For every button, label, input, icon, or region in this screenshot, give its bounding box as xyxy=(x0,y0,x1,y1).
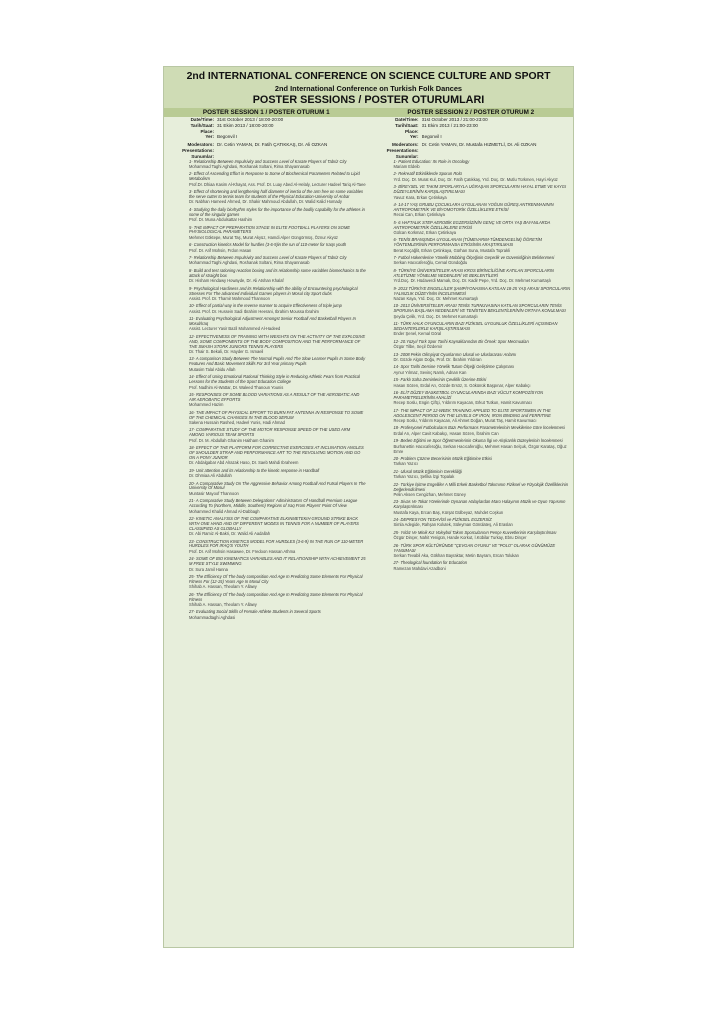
presentation-item xyxy=(189,269,367,284)
presentation-authors: Serkan Hacıcaferoğlu, Cemal Gündoğdu xyxy=(393,260,468,266)
presentation-authors: Mariam Eldeib xyxy=(393,163,420,169)
presentation-title: 16- ELİT DÜZEY BASKETBOL OYUNCULARINDA BAZI VÜCUT KOMPOZİSYON PARAMETRELERİNİN ANALİZİ xyxy=(393,390,544,400)
presentation-title: 5- THE IMPACT OF PREPARATION STAGE IN ELITE FOOTBALL PLAYERS ON SOME PHYSIOLOGICAL PARAMETERS xyxy=(189,224,350,235)
presentation-authors: Serkan Tevabil Aka, Gökhan Bayraktar, Metin Bayram, Ercan Tolukan xyxy=(393,552,519,558)
presentation-item xyxy=(189,469,367,479)
session2-tarih: 31 Ekim 2013 / 21:00-23:00 xyxy=(421,122,478,128)
presentation-item xyxy=(394,531,572,541)
presentation-authors: Hasan Sözen, Erdal Arı, Gözde Ersöz, S. Gökünük Başpınar, Alper Kabakçı xyxy=(393,382,531,388)
yer-label: Yer: xyxy=(205,134,214,140)
session2-presentation-list xyxy=(371,160,572,572)
presentation-title: 15- Farklı Saha Zeminlerinin Çeviklik Üzerine Etkisi xyxy=(393,377,487,383)
presentation-title: 19- Beden Eğitimi ve Spor Öğretmenlerinin Okuma İlgi ve Alışkanlık Düzeylerinin İncelenmesi xyxy=(393,438,563,444)
presentation-item xyxy=(394,391,572,406)
presentation-title: 2- Rekreatif Etkinliklerde Sporun Rolü xyxy=(393,171,462,177)
presentation-title: 4- 14-17 YAŞ GRUBU ÇOCUKLARA UYGULANAN YOĞUN GÜREŞ ANTRENMANININ ANTROPOMETRİK VE BİYOMOTORİK ÖZELLİKLERE ETKİSİ xyxy=(393,201,554,212)
presentation-item xyxy=(189,317,367,332)
presentation-title: 27- Evaluating Social Skills of Female Athlete Students in Several Sports xyxy=(189,609,321,615)
presentation-title: 22- KINETIC ANALYSIS OF THE COMPARATIVE ELKINMETEKIH GROUND STRIKE BACK WITH ONE HAND AND OF DIFFERENT MODES IN TENNIS FOR A NUMBER OF PLAYERS CLASSIFIED AS GLOBALLY xyxy=(189,515,359,531)
presentation-authors: Prof. Dr. Arif Mohsin Hasawee, Dr. Fredoon Hassan Athma xyxy=(189,548,296,554)
presentation-item xyxy=(189,208,367,223)
presentation-authors: Prof. Dr. Arif Mohsin, Frdon Hasan xyxy=(189,247,252,253)
presentation-title: 16- THE IMPACT OF PHYSICAL EFFORT TO BURN FAT ANTENNA IN RESPONSE TO SOME OF THE CHEMICAL CHANGES IN THE BLOOD SERUM xyxy=(189,409,364,420)
presentation-authors: Mohammad Taghi Aghdasi, Roshanak Soltani, Rima Shayannasab xyxy=(189,163,310,169)
moderators-label: Moderators: xyxy=(391,142,419,148)
session1-datetime: 31st October 2013 / 18:00-20:00 xyxy=(217,117,284,122)
presentation-title: 1- Patient Education: Its Role in Oncology xyxy=(393,158,470,164)
tarih-label: Tarih/Saat: xyxy=(190,122,214,128)
presentation-authors: Shihab A. Hassan, Theolam Y. Allawy xyxy=(189,584,257,590)
presentation-authors: Assist. Prof. Dr. Hussein Sadi Ibrahim Heerani, Ibrahim Moussa Ibrahim xyxy=(189,308,319,314)
presentation-title: 6- TENİS BRANŞINDA UYGULANAN (TÜMEVARIM-TÜMDENGELİM) ÖĞRETİM YÖNTEMLERİNİN PERFORMANSA ETKİSİNİN ARAŞTIRILMASI xyxy=(393,237,542,248)
presentation-item xyxy=(394,172,572,182)
presentation-authors: Dr. Abi Ramiz Al-Bakri, Dr. Walid Ali Aadallah xyxy=(189,531,271,537)
presentation-title: 6- Construction kinetics Model for hurdles (3-6-9)in the run of 110-meter for Iraqs youth xyxy=(189,242,347,248)
session2-column xyxy=(369,117,574,623)
session2-meta xyxy=(371,117,572,160)
presentation-item xyxy=(189,357,367,372)
presentation-title: 5- 6 HAFTALIK STEP AEROBİK EGZERSİZİNİN GENÇ VE ORTA YAŞ BAYANLARDA ANTROPOMETRİK ÖZELLİKLERE ETKİSİ xyxy=(393,219,551,230)
presentation-title: 21- Ulusal Müzik Eğitiminin Gerekliliği xyxy=(393,468,462,474)
presentation-title: 25- The Efficiency Of The body composition And Age In Predicting Some Elements For Physical Fitness For (12-15) Years Age In Mosul City xyxy=(189,574,363,584)
presentation-authors: Recep Soslu, Yıldırım Kayacan, Ali Ahmet Doğan, Murat Taş, Hamit Kavurmacı xyxy=(393,418,537,424)
presentation-title: 13- 2008 Pekin Olimpiyat Oyunlarının Ulusal ve Uluslararası Anlamı xyxy=(393,351,517,357)
presentation-authors: Dr. Thair S. Bekali, Dr. Hayder G. Ismaeil xyxy=(189,349,264,355)
presentation-item xyxy=(394,561,572,571)
presentation-authors: Sakena Hussain Rashed, Hadeel Yunis, Hadi Ahmad xyxy=(189,419,285,425)
presentation-item xyxy=(394,203,572,218)
poster-sessions-page xyxy=(163,66,574,948)
session1-heading: POSTER SESSION 1 / POSTER OTURUM 1 xyxy=(202,109,330,116)
presentation-authors: Tarkan Yazıcı, Şefika İzgi Topalak xyxy=(393,474,455,480)
presentation-title: 11- TÜRK HALK OYUNCULARIN BAZI FİZİKSEL UYGUNLUK ÖZELLİKLERİ AÇISINDAN SEDANTERLERLE KARŞILAŞTIRILMASI xyxy=(393,321,558,331)
presentation-authors: Prof. Dr. M. Abdullah Ghanim Haitham Ghanim xyxy=(189,437,274,443)
place-label: Place: xyxy=(200,128,214,134)
section-title: POSTER SESSIONS / POSTER OTURUMLARI xyxy=(252,94,485,106)
presentation-title: 17- COMPARATIVE STUDY OF THE MOTOR RESPONSE SPEED OF THE USED ARM AMONG VARIOUS TEAM SPORTS xyxy=(189,427,351,438)
presentation-authors: Berat Koçağlit, Erkan Çetinkaya, Gürhan Suna, Mustafa Toprakli xyxy=(393,247,510,253)
presentation-authors: Ender Şenel, Kemal Göral xyxy=(393,331,442,337)
presentation-authors: Ramezan Mahdavi Azadboni xyxy=(393,565,446,571)
presentation-title: 2- Effect of Ascending Effort in Response to Some of Biochemical Parameters Related to Lipid Metabolism xyxy=(189,171,360,182)
session-headings xyxy=(164,108,573,117)
presentation-title: 20- Problem Çözme Becerisinin Müzik Eğitimine Etkisi xyxy=(393,455,492,461)
presentation-title: 23- CONSTRUCTION KINETICS MODEL FOR HURDLES (3-6-9) IN THE RUN OF 110-METER HURDLES FOR IRAQ'S YOUTH xyxy=(189,538,364,549)
presentation-authors: Assist. Prof. Dr. Thamir Mahmood Thannoon xyxy=(189,295,270,301)
presentation-item xyxy=(394,457,572,467)
presentation-authors: Dr. Gözde Algün Doğu, Prof. Dr. İbrahim Yıldıran xyxy=(393,356,482,362)
presentation-authors: Mohammed Khalid Ahmad Al-Dabbagh xyxy=(189,508,260,514)
datetime-label: Date/Time: xyxy=(395,117,419,122)
presentation-item xyxy=(394,287,572,302)
presentation-title: 20- A Comparative Study On The Aggressive Behavior Among Football And Futsal Players In The University Of Mosul xyxy=(189,480,366,491)
presentation-title: 24- SOME OF BIO KINEMATICS VARIABLES AND IT RELATIONSHIP WITH ACHIEVEMENT 25 M FREE STYLE SWIMMING xyxy=(189,556,366,567)
presentation-title: 8- Build and test rationing reaction boxing and its relationship some variables biomechanics to the attack of straight box xyxy=(189,267,366,278)
sunumlar-label: Sunumlar: xyxy=(191,153,214,159)
presentation-title: 26- The Efficiency Of The body composition And Age In Predicting Some Elements For Physical Fitness xyxy=(189,591,363,602)
presentation-item xyxy=(394,426,572,436)
presentation-authors: Dr. Sura Jamil Hanna xyxy=(189,566,228,572)
presentation-authors: Tarkan Yazıcı xyxy=(393,461,418,467)
presentation-item xyxy=(189,160,367,170)
presentation-authors: Dr. Abdalgabar Abd Alrazak Haso, Dr. Saeb Mahdi Ibraheem xyxy=(189,460,299,466)
presentation-title: 13- A comparison Study Between The Normal Pupils And The Slow Learner Pupils In Some Body Features And Basic Movement Skills For 3rd Year primary Pupils xyxy=(189,356,366,367)
presentation-authors: Shihab A. Hassan, Theolam Y. Allawy xyxy=(189,602,257,608)
session2-datetime: 31st October 2013 / 21:00-23:00 xyxy=(421,117,488,122)
sunumlar-label: Sunumlar: xyxy=(395,153,419,159)
presentation-item xyxy=(189,411,367,426)
presentation-authors: Mehmet Göktepe, Murat Taş, Murat Akyüz, Hamdi Alper Güngörmüş, Öznur Akyüz xyxy=(189,234,338,240)
presentation-title: 9- 2013 TÜRKİYE ENGELLİLER ŞAMPİYONASINA KATILAN 18-25 YAŞ ARASI SPORCULARIN YALNIZLIK DÜZEYİNİN İNCELENMESİ xyxy=(393,285,571,296)
presentation-title: 14- Spor Tarihi Dersine Yönelik Tutum Ölçeği Geliştirme Çalışması xyxy=(393,364,515,370)
presentation-title: 21- A Comparative Study Between Delegations' Administrators Of Handball Premium League According To (Northern, Middle, Southern) Regions of Iraq From Players' Point Of View xyxy=(189,498,358,509)
presentation-title: 11- Evaluating Psychological Adjustment Amongst Senior Football And Basketball Players In Mosul/Iraq xyxy=(189,316,356,327)
place-label: Place: xyxy=(404,128,419,134)
presentation-item xyxy=(189,575,367,590)
presentation-authors: Dr. Hisham Hindawy Howayde, Dr. Ali Atshan Khalaf xyxy=(189,278,284,284)
presentation-authors: Dr. Dhmiaa Ali Abdullah xyxy=(189,473,232,479)
moderators-label: Moderators: xyxy=(187,142,214,148)
presentation-item xyxy=(189,256,367,266)
presentation-item xyxy=(394,409,572,424)
presentation-title: 3- Effect of shortening and lengthening half diameter of inertia of the arm free on some variables the serve cutter to tennis team for students of the Physical Education-University of Anbar xyxy=(189,189,364,200)
presentation-title: 12- 20.Yüzyıl Türk Spor Tarihi Kaynaklarından Bir Örnek: Spor Mecmuaları xyxy=(393,338,529,344)
presentation-authors: Şeyda Çelik, Yrd. Doç. Dr. Mehmet Kumartaşlı xyxy=(393,313,478,319)
presentation-item xyxy=(189,517,367,537)
conference-title: 2nd INTERNATIONAL CONFERENCE ON SCIENCE CULTURE AND SPORT xyxy=(186,71,551,82)
page-header xyxy=(164,67,573,108)
presentation-item xyxy=(189,482,367,497)
presentation-authors: Mustafa Kaya, Ercan Baş, Kürşat Gülbeyaz, Muhdet Coşkun xyxy=(393,509,504,515)
presentation-authors: Prof.Dr. Dhiaa Kasim Al-Khayat, Ass. Prof. Dr. Luay Abed Al-Helaly, Lecturer Hadeel Tariq Al-Taee xyxy=(189,181,366,187)
presentation-authors: Yrd. Doç. Dr. Murat Kul, Doç. Dr. Fatih Çatıkkaş, Yrd. Doç. Dr. Mutlu Türkmen, Hayri Akyüz xyxy=(393,176,558,182)
presentation-item xyxy=(394,353,572,363)
presentation-item xyxy=(189,375,367,390)
presentation-item xyxy=(189,540,367,555)
presentation-item xyxy=(394,439,572,454)
presentation-title: 8- TÜRKİYE ÜNİVERSİTELER ARASI KROS BİRİNCİLİĞİNE KATILAN SPORCULARIN ATLETİZME YÖNELME NEDENLERİ VE BEKLENTİLERİ xyxy=(393,267,554,278)
presentation-item xyxy=(189,172,367,187)
presentation-item xyxy=(394,365,572,375)
session2-moderators: Dr. Cetin YAMAN, Dr. Mustafa HIZMETLİ, Dr. Ali OZKAN xyxy=(421,142,537,148)
presentation-item xyxy=(189,428,367,443)
conference-subtitle: 2nd International Conference on Turkish Folk Dances xyxy=(274,84,463,93)
presentation-authors: Recep Soslu, Engin Çiftçi, Yıldırım Kayacan, Erkut Tutkun, Hamit Kavurmacı xyxy=(393,400,532,406)
presentation-authors: Pelin Aksen Cengizhan, Mehmet Güney xyxy=(393,491,466,497)
presentation-item xyxy=(394,221,572,236)
presentation-authors: Mutasim Talal Abidu Allah xyxy=(189,366,236,372)
presentation-authors: Özgür Tilbe, Seçil Özdemir xyxy=(393,344,443,350)
session1-meta xyxy=(166,117,367,160)
presentation-title: 17- THE IMPACT OF 12-WEEK TRAINING APPLIED TO ELITE SPORTSMEN IN THE ADOLESCENT PERIOD ON THE LEVELS OF IRON, IRON BINDING and FERRITINE xyxy=(393,407,551,418)
presentation-authors: Assist. Lecturer Yasir Bazil Mohammed Al-Hadeed xyxy=(189,326,281,332)
presentation-title: 4- Studying the daily biorhythm styles for the importance of the bodily capability for the athletes in some of the singular games xyxy=(189,206,365,217)
session1-tarih: 31 Ekim 2013 / 18:00-20:00 xyxy=(217,122,274,128)
presentation-item xyxy=(189,499,367,514)
presentation-authors: Prof. Dr. Muna Abdulsattar Hashim xyxy=(189,217,253,223)
presentation-item xyxy=(189,287,367,302)
presentation-item xyxy=(189,557,367,572)
presentation-title: 26- TÜRK SPOR KÜLTÜRÜNDE "ÇEVGAN OYUNU" VE "POLO" OLARAK GÜNÜMÜZE YANSIMASI xyxy=(393,542,556,553)
session2-heading: POSTER SESSION 2 / POSTER OTURUM 2 xyxy=(407,109,535,116)
presentation-item xyxy=(189,226,367,241)
session1-presentation-list xyxy=(166,160,367,621)
tarih-label: Tarih/Saat: xyxy=(395,122,419,128)
presentation-title: 15- RESPONSES OF SOME BLOOD VARIATIONS AS A RESULT OF THE AEROBATIC AND AIR AEROBATIC EFFORTS xyxy=(189,391,360,402)
presentation-item xyxy=(394,544,572,559)
yer-label: Yer: xyxy=(409,134,419,140)
datetime-label: Date/Time: xyxy=(190,117,214,122)
presentation-title: 12- EFFECTIVENESS OF TRAINING WITH WEIGHTS ON THE ACTIVITY OF THE EXPLOSIVE AND, SOME COMPONENTS OF THE BODY COMPOSITION AND THE PERFORMANCE OF THE SMASH STORK JUNIORS TENNIS PLAYERS xyxy=(189,333,366,349)
presentation-authors: Mohammadtaghi Aghdasi xyxy=(189,614,236,620)
presentation-item xyxy=(394,160,572,170)
presentation-title: 18- Profesyonel Futbolcuların Bazı Performans Parametrelerinin Mevkilerine Göre İncelenmesi xyxy=(393,425,565,431)
presentation-item xyxy=(394,238,572,253)
presentation-authors: Simla Adegide, Rahşan Kolutek, Süleyman Gönülateş, Ali Eraslan xyxy=(393,522,513,528)
presentation-authors: Prof. Nadhim Al-Wattar, Dr. Waleed Thanoun Younis xyxy=(189,384,284,390)
presentation-title: 7- Futbol Hakemlerine Yönelik Mobbing Ölçeğinin Geçerlik ve Güvenirliğinin Belirlenmesi xyxy=(393,255,555,261)
presentation-title: 3- BİREYSEL VE TAKIM SPORLARIYLA UĞRAŞAN SPORCULARIN HAYAL ETME VE KAYGI DÜZEYLERİNİN KARŞILAŞTIRILMASI xyxy=(393,184,567,195)
presentation-item xyxy=(394,340,572,350)
presentation-item xyxy=(394,378,572,388)
presentation-title: 1- Relationship Between Impulsivity and Success Level of Karate Players of Tabriz City xyxy=(189,158,347,164)
presentation-item xyxy=(189,393,367,408)
presentation-item xyxy=(394,470,572,480)
presentation-authors: Aynur Yılmaz, Sevinç Namlı, Adnan Kan xyxy=(393,369,467,375)
presentation-title: 24- DEPRESYON TEDAVİSİ ve FİZİKSEL EGZERSİZ xyxy=(393,517,492,523)
presentation-authors: Mohammed Hazim xyxy=(189,402,224,408)
presentation-item xyxy=(189,593,367,608)
presentation-item xyxy=(189,446,367,466)
presentation-authors: Gülcan Korkmaz, Erkan Çetinkaya xyxy=(393,229,457,235)
presentation-item xyxy=(189,190,367,205)
presentation-title: 18- EFFECT OF THE PLATFORM FOR CORRECTIVE EXERCISES AT INCLINATION ANGLES OF SHOULDER STRAP AND PERFORMANCE ART TO THE REVOLVING MOTION AND GO ON A PONY JUNIOR xyxy=(189,445,364,460)
session1-moderators: Dr. Cetin YAMAN, Dr. Fatih ÇATIKKAŞ, Dr. Ali OZKAN xyxy=(217,142,328,148)
presentation-title: 10- 2013 ÜNİVERSİTELER ARASI TENİS TURNUVASINA KATILAN SPORCULARIN TENİS SPORUNA BAŞLAMA NEDENLERİ VE TENİSTEN BEKLENTİLERİNİN ORTAYA KONULMASI xyxy=(393,303,566,314)
presentation-authors: Dr. Nabhan Hameed Ahmed, Dr. Shakir Mahmoud Abdullah, Dr. Walid Kalid Homady xyxy=(189,199,342,205)
presentation-title: 27- Theological foundation for Education xyxy=(393,560,468,566)
presentation-authors: Erdal Arı, Alper Cavit Kabakçı, Hasan Sözen, İbrahim Can xyxy=(393,430,499,436)
presentation-title: 23- Sivas Ve Tokat Yörelerinde Oynanan Halaylardan Maro Halayının Müzik ve Oyun Yapısının Karşılaştırılması xyxy=(393,499,566,510)
presentations-label: Presentations: xyxy=(182,147,214,153)
session1-yer: Begonvil I xyxy=(217,134,238,140)
presentation-authors: Yrd.Doç. Dr. Hüdaverdi Mamak, Doç. Dr. Kadir Pepe, Yrd. Doç. Dr. Mehmet Kumartaşlı xyxy=(393,278,551,284)
presentation-title: 9- Psychological Hardiness and its Relationship with the ability of Encountering psychological Stresses For The advanced Individual Games players in Mosul city Sport clubs xyxy=(189,285,358,296)
presentation-item xyxy=(189,610,367,620)
presentation-item xyxy=(394,304,572,319)
presentation-authors: Recai Can, Erkan Çetinkaya xyxy=(393,212,445,218)
presentation-title: 22- Türkiye İşitme Engelliler A Milli Erkek Basketbol Takımının Fiziksel ve Fizyolojik Özelliklerinin Değerlendirilmesi xyxy=(393,481,568,492)
presentation-title: 19- Unit attention and its relationship to the kinetic response in Handball xyxy=(189,467,320,473)
presentation-title: 14- Effect of Using Emotional Rational Thinking Style in Reducing Athletic Fears from Practical Lessons for the Students of the Sport Education College xyxy=(189,374,360,385)
presentation-authors: Nazan Kaya, Yrd. Doç. Dr. Mehmet Kumartaşlı xyxy=(393,295,479,301)
presentation-authors: Mohammad Taghi Aghdasi, Roshanak Soltani, Rima Shayannasab xyxy=(189,260,310,266)
presentation-title: 10- Effect of partial way in the reverse manner to acquire Effectiveness of triple jump xyxy=(189,303,342,309)
presentation-authors: Muntasir Mayoof Thannoon xyxy=(189,490,239,496)
presentation-authors: Yavuz Kara, Erkan Çetinkaya xyxy=(393,194,447,200)
presentation-authors: Özgür Dinçer, Nahit Yenigün, Hande Korkut, İ.Kübilar Turkay, Ebru Dinçer xyxy=(393,535,527,541)
presentation-item xyxy=(189,304,367,314)
session1-column xyxy=(164,117,369,623)
presentation-item xyxy=(394,518,572,528)
session2-yer: Begonvil I xyxy=(421,134,442,140)
presentation-authors: Burhanettin Hacıcaferoğlu, Serkan Hacıcaferoğlu, Mehmet Hasan Selçuk, Özgür Karataş, Oğuz Emre xyxy=(393,443,567,454)
presentation-item xyxy=(189,335,367,355)
presentation-item xyxy=(394,185,572,200)
presentation-title: 25- Yıldız Ve Minik Kız Voleybol Takım Sporcularının Pençe Kuvvetlerinin Karşılaştırılması xyxy=(393,529,557,535)
presentation-item xyxy=(394,256,572,266)
presentation-item xyxy=(189,243,367,253)
presentation-item xyxy=(394,322,572,337)
presentation-item xyxy=(394,500,572,515)
presentation-item xyxy=(394,483,572,498)
presentation-title: 7- Relationship Between Impulsivity and Success Level of Karate Players of Tabriz City xyxy=(189,255,347,261)
presentations-label: Presentations: xyxy=(386,147,419,153)
presentation-item xyxy=(394,269,572,284)
